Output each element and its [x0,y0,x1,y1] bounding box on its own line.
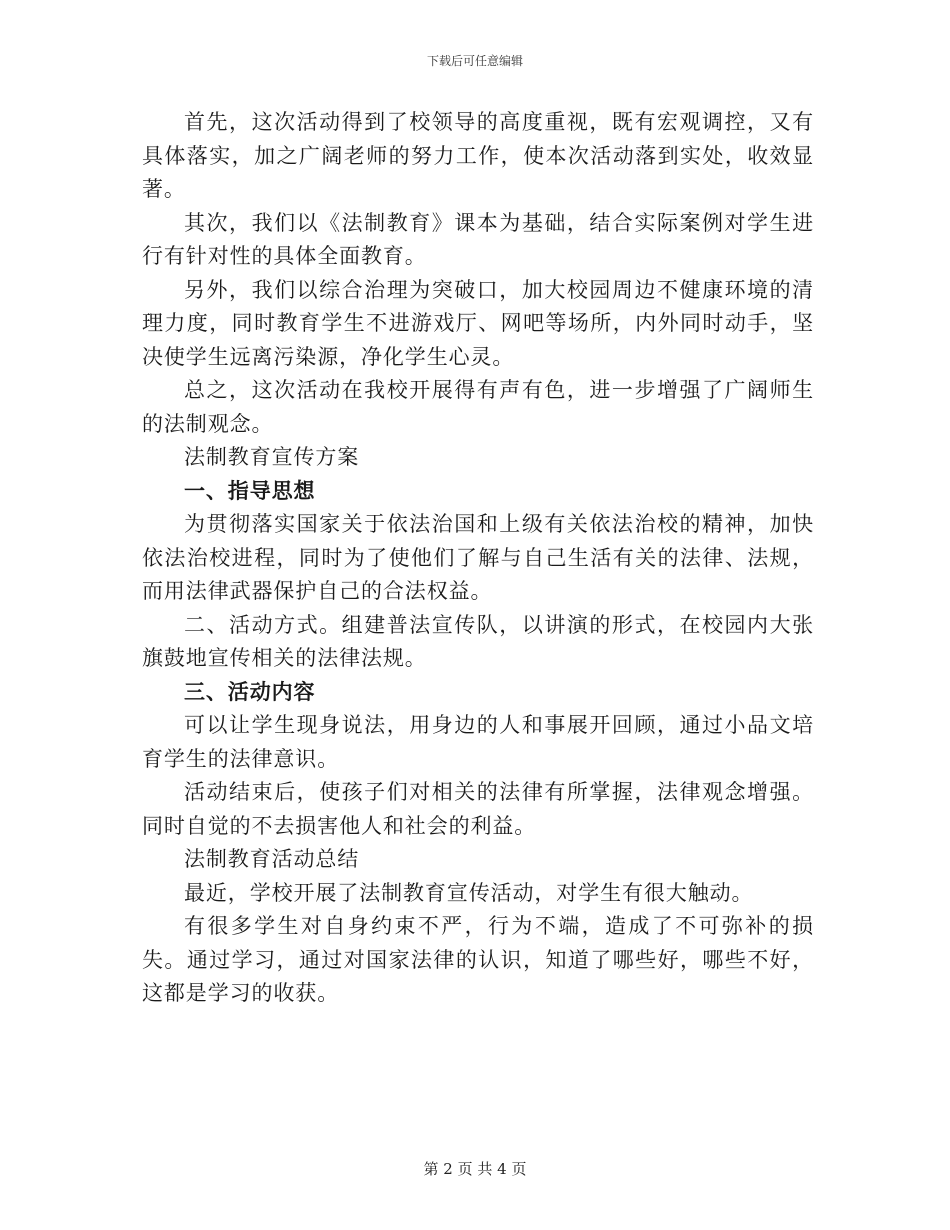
paragraph: 二、活动方式。组建普法宣传队，以讲演的形式，在校园内大张旗鼓地宣传相关的法律法规。 [142,612,814,670]
document-body [142,106,814,1011]
section-title: 法制教育活动总结 [184,847,360,871]
heading-activity-content: 三、活动内容 [184,679,316,704]
paragraph: 可以让学生现身说法，用身边的人和事展开回顾，通过小品文培育学生的法律意识。 [142,713,814,771]
page-footer: 第 2 页 共 4 页 [423,1160,527,1178]
paragraph: 最近，学校开展了法制教育宣传活动，对学生有很大触动。 [184,880,754,905]
page-header: 下载后可任意编辑 [426,54,523,68]
heading-guiding-thought: 一、指导思想 [184,478,316,503]
paragraph: 另外，我们以综合治理为突破口，加大校园周边不健康环境的清理力度，同时教育学生不进游戏厅、网吧等场所，内外同时动手，坚决使学生远离污染源，净化学生心灵。 [142,277,814,369]
paragraph: 为贯彻落实国家关于依法治国和上级有关依法治校的精神，加快依法治校进程，同时为了使他们了解与自己生活有关的法律、法规，而用法律武器保护自己的合法权益。 [142,512,814,603]
paragraph: 首先，这次活动得到了校领导的高度重视，既有宏观调控，又有具体落实，加之广阔老师的努力工作，使本次活动落到实处，收效显著。 [142,110,814,201]
paragraph: 有很多学生对自身约束不严，行为不端，造成了不可弥补的损失。通过学习，通过对国家法律的认识，知道了哪些好，哪些不好，这都是学习的收获。 [142,914,814,1005]
paragraph: 其次，我们以《法制教育》课本为基础，结合实际案例对学生进行有针对性的具体全面教育。 [142,210,814,268]
section-title: 法制教育宣传方案 [184,445,360,469]
paragraph: 活动结束后，使孩子们对相关的法律有所掌握，法律观念增强。同时自觉的不去损害他人和社会的利益。 [142,780,814,838]
paragraph: 总之，这次活动在我校开展得有声有色，进一步增强了广阔师生的法制观念。 [142,378,814,436]
